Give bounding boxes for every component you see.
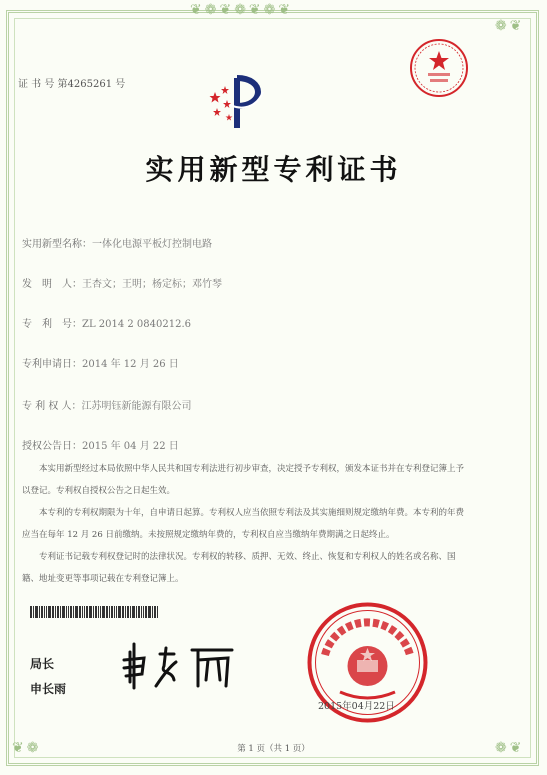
field-value: 一体化电源平板灯控制电路: [92, 239, 212, 250]
field-grant-date: [22, 437, 179, 452]
field-label: 实用新型名称：: [22, 239, 92, 250]
barcode: [30, 606, 190, 618]
field-patentee: [22, 397, 192, 412]
body-paragraph-3: 专利证书记载专利权登记时的法律状况。专利权的转移、质押、无效、终止、恢复和专利权人的姓名或名称、国籍、地址变更等事项记载在专利登记簿上。: [22, 552, 456, 584]
field-inventors: [22, 275, 222, 290]
field-label: 专 利 权 人：: [22, 401, 82, 412]
field-application-date: [22, 355, 179, 370]
field-value: 王杏文；王明；杨定标；邓竹琴: [82, 279, 222, 290]
director-title: 局长: [30, 657, 55, 671]
director-name: 申长雨: [30, 682, 67, 696]
top-ornament: ❦❁❦❁❦❁❦: [190, 2, 294, 18]
certificate-title: 实用新型专利证书: [145, 153, 402, 186]
issue-date: 2015年04月22日: [318, 701, 395, 712]
certificate-number: 证 书 号 第4265261 号: [18, 79, 126, 90]
corner-ornament-bottom-left: ❦❁: [12, 740, 42, 756]
corner-ornament-bottom-right: ❁❦: [495, 740, 525, 756]
field-label: 专 利 号：: [22, 319, 82, 330]
field-value: 2014 年 12 月 26 日: [82, 359, 179, 370]
page-number: 第 1 页（共 1 页）: [237, 744, 310, 754]
body-paragraph-2: 本专利的专利权期限为十年，自申请日起算。专利权人应当依照专利法及其实施细则规定缴纳年费。本专利的年费应当在每年 12 月 26 日前缴纳。未按照规定缴纳年费的，专利权自应当缴纳年费期满之日起终止。: [22, 508, 465, 540]
field-label: 发 明 人：: [22, 279, 82, 290]
corner-ornament-top-right: ❁❦: [495, 18, 525, 34]
patent-office-logo: [203, 70, 273, 135]
field-value: ZL 2014 2 0840212.6: [82, 319, 192, 330]
field-patent-number: [22, 315, 191, 330]
field-label: 专利申请日：: [22, 359, 82, 370]
stamp-seal-small: [408, 37, 470, 99]
field-value: 2015 年 04 月 22 日: [82, 441, 179, 452]
director-signature: [120, 640, 240, 690]
field-label: 授权公告日：: [22, 441, 82, 452]
field-value: 江苏明钰新能源有限公司: [81, 401, 192, 412]
field-utility-model-name: [22, 235, 212, 250]
body-paragraph-1: 本实用新型经过本局依照中华人民共和国专利法进行初步审查，决定授予专利权，颁发本证书并在专利登记簿上予以登记。专利权自授权公告之日起生效。: [22, 464, 465, 496]
